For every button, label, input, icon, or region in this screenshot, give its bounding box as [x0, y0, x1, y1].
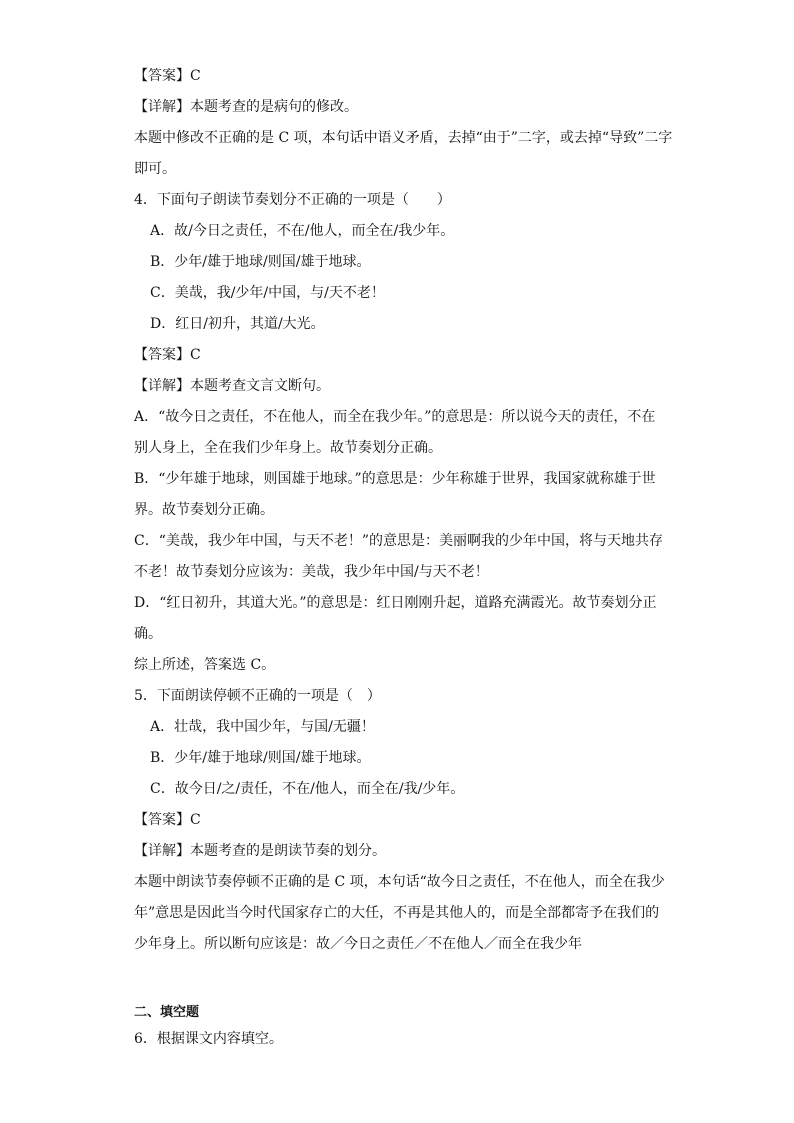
explanation-q4-b-cont: 界。故节奏划分正确。	[134, 502, 274, 518]
explanation-q3-body-cont: 即可。	[134, 161, 176, 177]
answer-label-q3: 【答案】C	[134, 68, 201, 84]
q4-summary: 综上所述，答案选 C。	[134, 657, 276, 673]
question-4: 4．下面句子朗读节奏划分不正确的一项是（ ）	[134, 192, 451, 208]
q4-option-c: C．美哉，我/少年/中国，与/天不老！	[150, 285, 385, 301]
explanation-q4-d: D．“红日初升，其道大光。”的意思是：红日刚刚升起，道路充满霞光。故节奏划分正	[134, 595, 657, 611]
question-6: 6．根据课文内容填空。	[134, 1031, 283, 1047]
explanation-q4-d-cont: 确。	[134, 626, 162, 642]
explanation-q4-c-cont: 不老！故节奏划分应该为：美哉，我少年中国/与天不老！	[134, 564, 489, 580]
answer-label-q4: 【答案】C	[134, 347, 201, 363]
explanation-q3-body: 本题中修改不正确的是 C 项，本句话中语义矛盾，去掉“由于”二字，或去掉“导致”二字	[134, 130, 673, 146]
explanation-q4-b: B．“少年雄于地球，则国雄于地球。”的意思是：少年称雄于世界，我国家就称雄于世	[134, 471, 656, 487]
explanation-q4-a: A．“故今日之责任，不在他人，而全在我少年。”的意思是：所以说今天的责任，不在	[134, 409, 656, 425]
answer-label-q5: 【答案】C	[134, 812, 201, 828]
explanation-q5-body-cont: 年”意思是因此当今时代国家存亡的大任，不再是其他人的，而是全部都寄予在我们的	[134, 905, 660, 921]
explanation-q3: 【详解】本题考查的是病句的修改。	[134, 99, 358, 115]
q4-option-a: A．故/今日之责任，不在/他人，而全在/我少年。	[150, 223, 455, 239]
q4-option-d: D．红日/初升，其道/大光。	[150, 316, 325, 332]
q5-option-a: A．壮哉，我中国少年，与国/无疆！	[150, 719, 375, 735]
explanation-q4-c: C．“美哉，我少年中国，与天不老！”的意思是：美丽啊我的少年中国，将与天地共存	[134, 533, 664, 549]
question-5: 5．下面朗读停顿不正确的一项是（ ）	[134, 688, 381, 704]
explanation-q5: 【详解】本题考查的是朗读节奏的划分。	[134, 843, 386, 859]
explanation-q5-body: 本题中朗读节奏停顿不正确的是 C 项，本句话“故今日之责任，不在他人，而全在我少	[134, 874, 665, 890]
q4-option-b: B．少年/雄于地球/则国/雄于地球。	[150, 254, 371, 270]
q5-option-b: B．少年/雄于地球/则国/雄于地球。	[150, 750, 371, 766]
explanation-q4: 【详解】本题考查文言文断句。	[134, 378, 330, 394]
q5-option-c: C．故今日/之/责任，不在/他人，而全在/我/少年。	[150, 781, 465, 797]
explanation-q5-body-end: 少年身上。所以断句应该是：故／今日之责任／不在他人／而全在我少年	[134, 936, 582, 952]
explanation-q4-a-cont: 别人身上，全在我们少年身上。故节奏划分正确。	[134, 440, 442, 456]
section-heading-fill-in: 二、填空题	[134, 1005, 200, 1020]
